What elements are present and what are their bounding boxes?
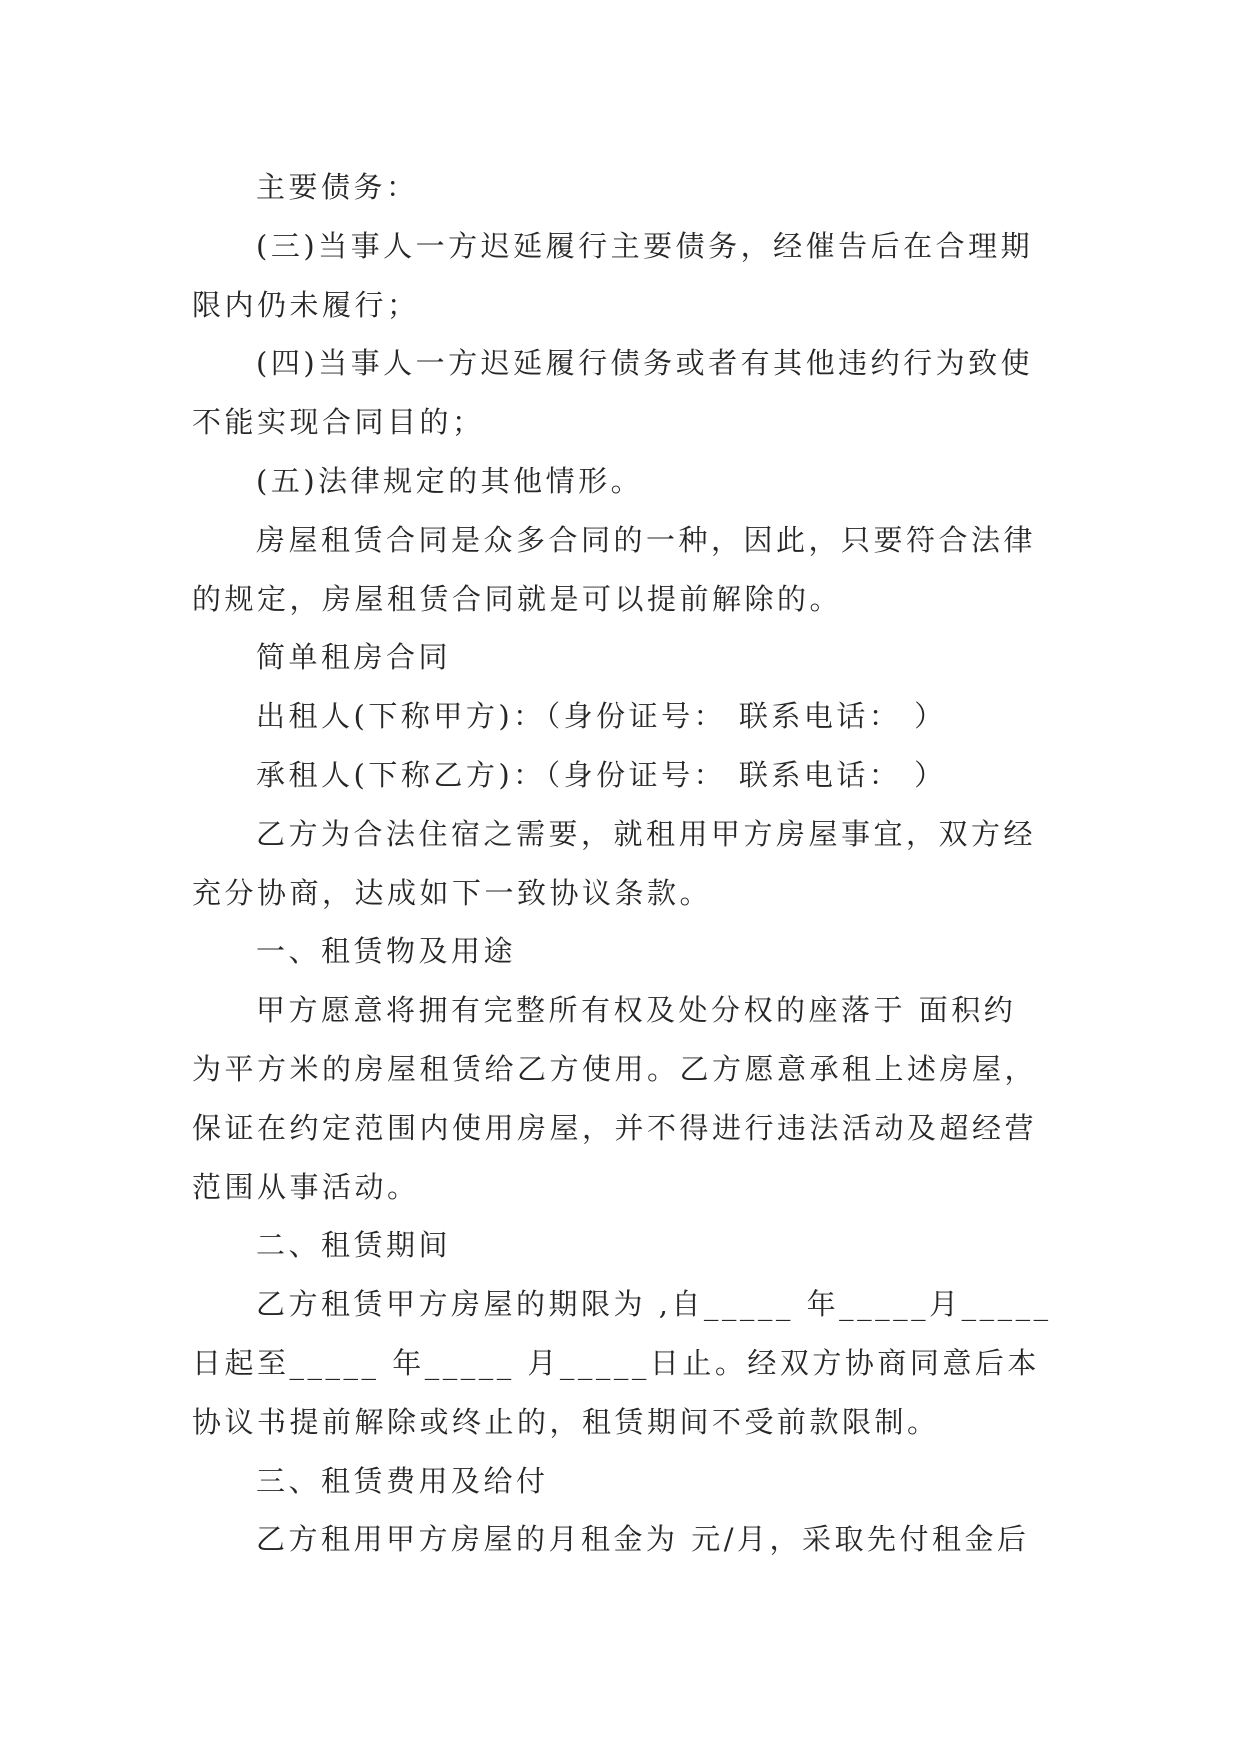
text-line: 三、租赁费用及给付 (256, 1463, 549, 1498)
text-line: 日起至_____ 年_____ 月_____日止。经双方协商同意后本 (192, 1345, 1040, 1380)
text-line: 范围从事活动。 (192, 1169, 420, 1204)
text-line: 简单租房合同 (256, 640, 452, 675)
text-line: (三)当事人一方迟延履行主要债务，经催告后在合理期 (256, 228, 1034, 263)
text-line: 甲方愿意将拥有完整所有权及处分权的座落于 面积约 (256, 993, 1017, 1028)
text-line: 出租人(下称甲方)：（身份证号： 联系电话： ） (256, 699, 947, 734)
text-line: 不能实现合同目的； (192, 405, 485, 440)
text-line: 协议书提前解除或终止的，租赁期间不受前款限制。 (192, 1404, 940, 1439)
text-line: 充分协商，达成如下一致协议条款。 (192, 875, 713, 910)
text-line: 为平方米的房屋租赁给乙方使用。乙方愿意承租上述房屋， (192, 1051, 1038, 1086)
text-line: 的规定，房屋租赁合同就是可以提前解除的。 (192, 581, 843, 616)
document-page (192, 158, 1054, 1569)
text-line: 保证在约定范围内使用房屋，并不得进行违法活动及超经营 (192, 1110, 1038, 1145)
text-line: 承租人(下称乙方)：（身份证号： 联系电话： ） (256, 757, 947, 792)
text-line: 二、租赁期间 (256, 1228, 452, 1263)
text-line: (四)当事人一方迟延履行债务或者有其他违约行为致使 (256, 346, 1034, 381)
text-line: 主要债务： (256, 170, 419, 204)
text-line: 乙方租用甲方房屋的月租金为 元/月，采取先付租金后 (256, 1522, 1030, 1557)
text-line: 房屋租赁合同是众多合同的一种，因此，只要符合法律 (256, 522, 1037, 557)
text-line: 乙方租赁甲方房屋的期限为 ,自_____ 年_____月_____ (256, 1287, 1052, 1322)
text-line: 乙方为合法住宿之需要，就租用甲方房屋事宜，双方经 (256, 816, 1037, 851)
text-line: 一、租赁物及用途 (256, 934, 517, 969)
text-line: 限内仍未履行； (192, 287, 420, 322)
text-line: (五)法律规定的其他情形。 (256, 463, 644, 498)
